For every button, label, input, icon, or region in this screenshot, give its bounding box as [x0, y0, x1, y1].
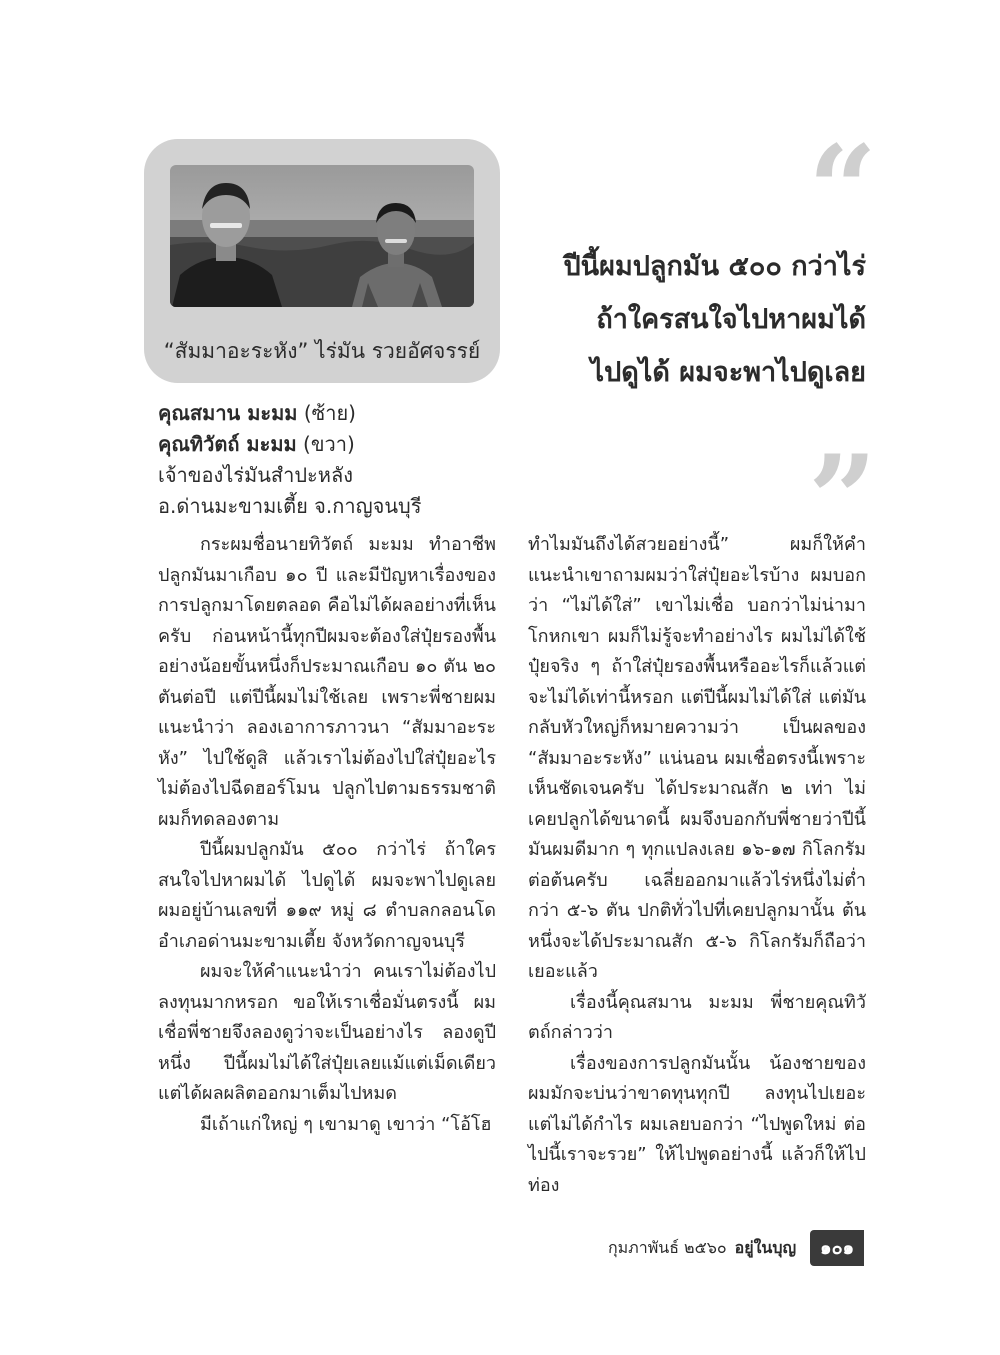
- pull-quote-line: ถ้าใครสนใจไปหาผมได้: [596, 304, 866, 335]
- profile-person-left: [158, 398, 498, 429]
- person1-side: (ซ้าย): [297, 401, 356, 425]
- magazine-name: อยู่ในบุญ: [734, 1237, 797, 1257]
- article-column-right: [528, 530, 866, 1201]
- person2-side: (ขวา): [296, 432, 355, 456]
- article-paragraph: เรื่องนี้คุณสมาน มะมม พี่ชายคุณทิวัตถ์กล่าวว่า: [528, 991, 866, 1043]
- article-paragraph: มีเถ้าแก่ใหญ่ ๆ เขามาดู เขาว่า “โอ้โฮ: [200, 1113, 492, 1135]
- article-paragraph: กระผมชื่อนายทิวัตถ์ มะมม ทำอาชีพปลูกมันมาเกือบ ๑๐ ปี และมีปัญหาเรื่องของการปลูกมาโดยตลอด คือไม่ได้ผลอย่างที่เห็นครับ ก่อนหน้านี้ทุกปีผมจะต้องใส่ปุ๋ยรองพื้นอย่างน้อยขั้นหนึ่งก็ประมาณเกือบ ๑๐ ตัน ๒๐ ตันต่อปี แต่ปีนี้ผมไม่ใช้เลย เพราะพี่ชายผมแนะนำว่า ลองเอาการภาวนา “สัมมาอะระหัง” ไปใช้ดูสิ แล้วเราไม่ต้องไปใส่ปุ๋ยอะไร ไม่ต้องไปฉีดฮอร์โมน ปลูกไปตามธรรมชาติ ผมก็ทดลองตาม: [158, 534, 496, 830]
- page-number: ๑๐๑: [810, 1230, 864, 1266]
- profile-person-right: [158, 429, 498, 460]
- article-paragraph: ผมจะให้คำแนะนำว่า คนเราไม่ต้องไปลงทุนมากหรอก ขอให้เราเชื่อมั่นตรงนี้ ผมเชื่อพี่ชายจึงลองดูว่าจะเป็นอย่างไร ลองดูปีหนึ่ง ปีนี้ผมไม่ได้ใส่ปุ๋ยเลยแม้แต่เม็ดเดียว แต่ได้ผลผลิตออกมาเต็มไปหมด: [158, 961, 496, 1104]
- farmers-photo: [170, 165, 474, 307]
- profile-location: อ.ด่านมะขามเตี้ย จ.กาญจนบุรี: [158, 494, 422, 518]
- pull-quote: [536, 240, 866, 399]
- person2-name: คุณทิวัตถ์ มะมม: [158, 432, 297, 456]
- article-paragraph: ทำไมมันถึงได้สวยอย่างนี้” ผมก็ให้คำแนะนำเขาถามผมว่าใส่ปุ๋ยอะไรบ้าง ผมบอกว่า “ไม่ได้ใส่” เขาไม่เชื่อ บอกว่าไม่น่ามาโกหกเขา ผมก็ไม่รู้จะทำอย่างไร ผมไม่ได้ใช้ปุ๋ยจริง ๆ ถ้าใส่ปุ๋ยรองพื้นหรืออะไรก็แล้วแต่ จะไม่ได้เท่านี้หรอก แต่ปีนี้ผมไม่ได้ใส่ แต่มันกลับหัวใหญ่ก็หมายความว่า เป็นผลของ “สัมมาอะระหัง” แน่นอน ผมเชื่อตรงนี้เพราะเห็นชัดเจนครับ ได้ประมาณสัก ๒ เท่า ไม่เคยปลูกได้ขนาดนี้ ผมจึงบอกกับพี่ชายว่าปีนี้มันผมดีมาก ๆ ทุกแปลงเลย ๑๖-๑๗ กิโลกรัมต่อต้นครับ เฉลี่ยออกมาแล้วไร่หนึ่งไม่ต่ำกว่า ๕-๖ ตัน ปกติทั่วไปที่เคยปลูกมานั้น ต้นหนึ่งจะได้ประมาณสัก ๕-๖ กิโลกรัมก็ถือว่าเยอะแล้ว: [528, 534, 866, 982]
- pull-quote-line: ปีนี้ผมปลูกมัน ๕๐๐ กว่าไร่: [563, 251, 866, 282]
- article-paragraph: เรื่องของการปลูกมันนั้น น้องชายของผมมักจะบ่นว่าขาดทุนทุกปี ลงทุนไปเยอะ แต่ไม่ได้กำไร ผมเลยบอกว่า “ไปพูดใหม่ ต่อไปนี้เราจะรวย” ให้ไปพูดอย่างนี้ แล้วก็ให้ไปท่อง: [528, 1052, 866, 1196]
- photo-caption: “สัมมาอะระหัง” ไร่มัน รวยอัศจรรย์: [163, 339, 481, 363]
- page-footer: [608, 1232, 864, 1264]
- profile-block: [158, 398, 498, 522]
- article-paragraph: ปีนี้ผมปลูกมัน ๕๐๐ กว่าไร่ ถ้าใครสนใจไปหาผมได้ ไปดูได้ ผมจะพาไปดูเลย ผมอยู่บ้านเลขที่ ๑๑๙ หมู่ ๘ ตำบลกลอนโด อำเภอด่านมะขามเตี้ย จังหวัดกาญจนบุรี: [158, 839, 496, 952]
- issue-date: กุมภาพันธ์ ๒๕๖๐: [607, 1237, 727, 1257]
- close-quote-icon: ”: [808, 429, 878, 570]
- farmers-photo-image: [170, 165, 474, 307]
- article-column-left: [158, 530, 496, 1140]
- photo-frame: [144, 139, 500, 383]
- open-quote-icon: “: [808, 119, 878, 260]
- person1-name: คุณสมาน มะมม: [158, 401, 298, 425]
- profile-role: เจ้าของไร่มันสำปะหลัง: [158, 463, 353, 487]
- pull-quote-line: ไปดูได้ ผมจะพาไปดูเลย: [590, 357, 866, 388]
